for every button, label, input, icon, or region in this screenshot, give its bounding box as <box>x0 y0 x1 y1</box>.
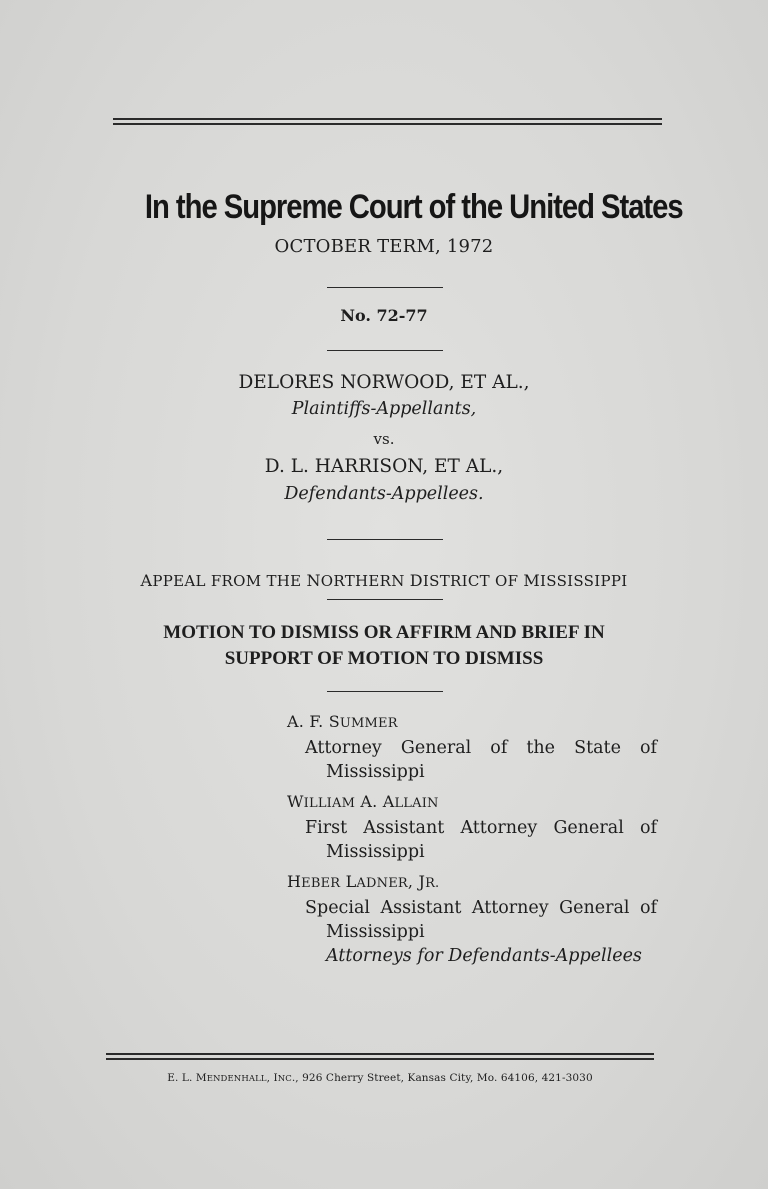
attorney-entry <box>287 790 657 864</box>
court-title: In the Supreme Court of the United States <box>144 188 683 226</box>
attorney-list <box>287 710 657 974</box>
motion-title-line: MOTION TO DISMISS OR AFFIRM AND BRIEF IN <box>163 622 605 643</box>
attorney-title-cont: Mississippi <box>326 922 425 942</box>
attorney-entry <box>287 710 657 784</box>
plaintiff-role: Plaintiffs-Appellants, <box>291 399 477 419</box>
attorney-title-cont: Mississippi <box>326 842 425 862</box>
versus: vs. <box>373 430 395 448</box>
attorney-name: WILLIAM A. ALLAIN <box>287 792 439 811</box>
motion-title-line: SUPPORT OF MOTION TO DISMISS <box>224 648 544 669</box>
divider-rule <box>327 350 443 351</box>
bottom-double-rule <box>106 1053 654 1060</box>
attorneys-for: Attorneys for Defendants-Appellees <box>326 946 642 966</box>
motion-title <box>90 620 678 672</box>
divider-rule <box>327 539 443 540</box>
defendant-name: D. L. HARRISON, ET AL., <box>264 456 504 477</box>
plaintiff-name: DELORES NORWOOD, ET AL., <box>238 372 530 393</box>
divider-rule <box>327 599 443 600</box>
defendant-role: Defendants-Appellees. <box>284 484 484 504</box>
top-double-rule <box>113 118 662 125</box>
term: OCTOBER TERM, 1972 <box>274 236 494 257</box>
attorney-name: A. F. SUMMER <box>287 712 398 731</box>
attorney-name: HEBER LADNER, JR. <box>287 872 440 891</box>
attorney-title-cont: Mississippi <box>326 762 425 782</box>
case-number: No. 72-77 <box>340 306 428 325</box>
divider-rule <box>327 287 443 288</box>
attorney-title: Attorney General of the State of <box>305 738 657 758</box>
attorney-entry <box>287 870 657 968</box>
printer-imprint: E. L. MENDENHALL, INC., 926 Cherry Street, Kansas City, Mo. 64106, 421-3030 <box>167 1072 593 1084</box>
attorney-title: First Assistant Attorney General of <box>305 818 657 838</box>
appeal-court: APPEAL FROM THE NORTHERN DISTRICT OF MISSISSIPPI <box>140 571 628 590</box>
attorney-title: Special Assistant Attorney General of <box>305 898 657 918</box>
divider-rule <box>327 691 443 692</box>
